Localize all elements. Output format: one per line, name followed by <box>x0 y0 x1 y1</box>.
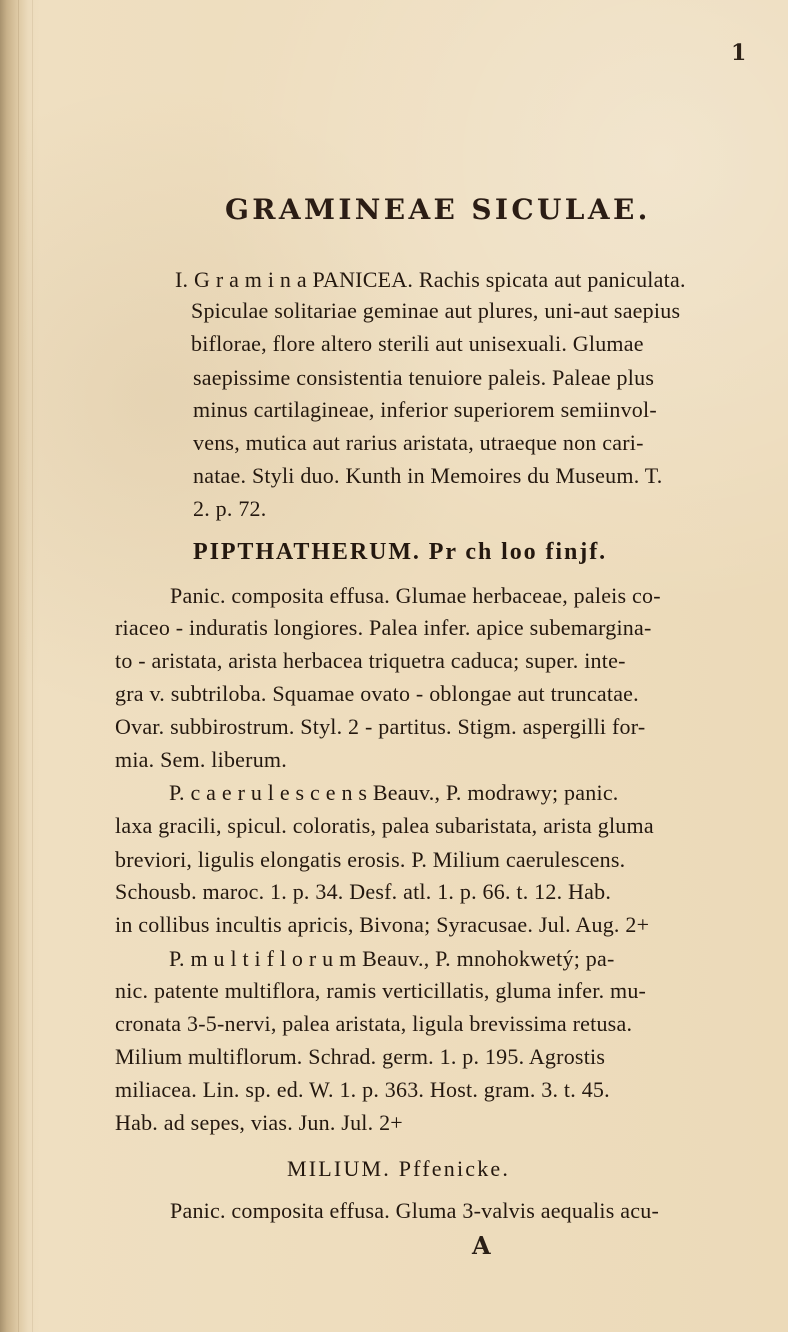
paper-hairline <box>18 0 19 1332</box>
text-line: natae. Styli duo. Kunth in Memoires du Museum. T. <box>193 463 663 488</box>
text-line: Hab. ad sepes, vias. Jun. Jul. 2+ <box>115 1110 403 1135</box>
text-line: mia. Sem. liberum. <box>115 747 287 772</box>
text-line: P. c a e r u l e s c e n s Beauv., P. modrawy; panic. <box>169 780 619 805</box>
text-line: vens, mutica aut rarius aristata, utraeque non cari- <box>193 430 644 455</box>
page-number: 1 <box>731 40 747 66</box>
text-line: Panic. composita effusa. Gluma 3-valvis aequalis acu- <box>170 1198 659 1223</box>
text-line: cronata 3-5-nervi, palea aristata, ligula brevissima retusa. <box>115 1011 633 1036</box>
text-line: biflorae, flore altero sterili aut unisexuali. Glumae <box>191 331 644 356</box>
text-line: in collibus incultis apricis, Bivona; Syracusae. Jul. Aug. 2+ <box>115 912 650 937</box>
text-line: I. G r a m i n a PANICEA. Rachis spicata aut paniculata. <box>175 267 686 292</box>
text-line: nic. patente multiflora, ramis verticillatis, gluma infer. mu- <box>115 978 647 1003</box>
text-line: Milium multiflorum. Schrad. germ. 1. p. 195. Agrostis <box>115 1044 606 1069</box>
text-line: minus cartilagineae, inferior superiorem semiinvol- <box>193 397 657 422</box>
text-line: Schousb. maroc. 1. p. 34. Desf. atl. 1. p. 66. t. 12. Hab. <box>115 879 612 904</box>
paper-hairline <box>32 0 33 1332</box>
text-line: laxa gracili, spicul. coloratis, palea subaristata, arista gluma <box>115 813 654 838</box>
book-gutter <box>0 0 28 1332</box>
text-line: P. m u l t i f l o r u m Beauv., P. mnohokwetý; pa- <box>169 946 615 971</box>
text-line: breviori, ligulis elongatis erosis. P. Milium caerulescens. <box>115 847 626 872</box>
genus-heading: PIPTHATHERUM. Pr ch loo finjf. <box>193 539 608 565</box>
text-line: Panic. composita effusa. Glumae herbaceae, paleis co- <box>170 583 661 608</box>
text-line: to - aristata, arista herbacea triquetra caduca; super. inte- <box>115 648 626 673</box>
text-line: riaceo - induratis longiores. Palea infer. apice subemargina- <box>115 615 652 640</box>
page-title: GRAMINEAE SICULAE. <box>225 193 651 226</box>
text-line: Spiculae solitariae geminae aut plures, uni-aut saepius <box>191 298 681 323</box>
genus-heading: MILIUM. Pffenicke. <box>287 1156 511 1181</box>
text-line: 2. p. 72. <box>193 496 267 521</box>
signature-mark: A <box>472 1231 491 1260</box>
text-line: gra v. subtriloba. Squamae ovato - oblongae aut truncatae. <box>115 681 639 706</box>
text-line: miliacea. Lin. sp. ed. W. 1. p. 363. Host. gram. 3. t. 45. <box>115 1077 610 1102</box>
text-line: Ovar. subbirostrum. Styl. 2 - partitus. Stigm. aspergilli for- <box>115 714 646 739</box>
text-line: saepissime consistentia tenuiore paleis. Paleae plus <box>193 365 655 390</box>
